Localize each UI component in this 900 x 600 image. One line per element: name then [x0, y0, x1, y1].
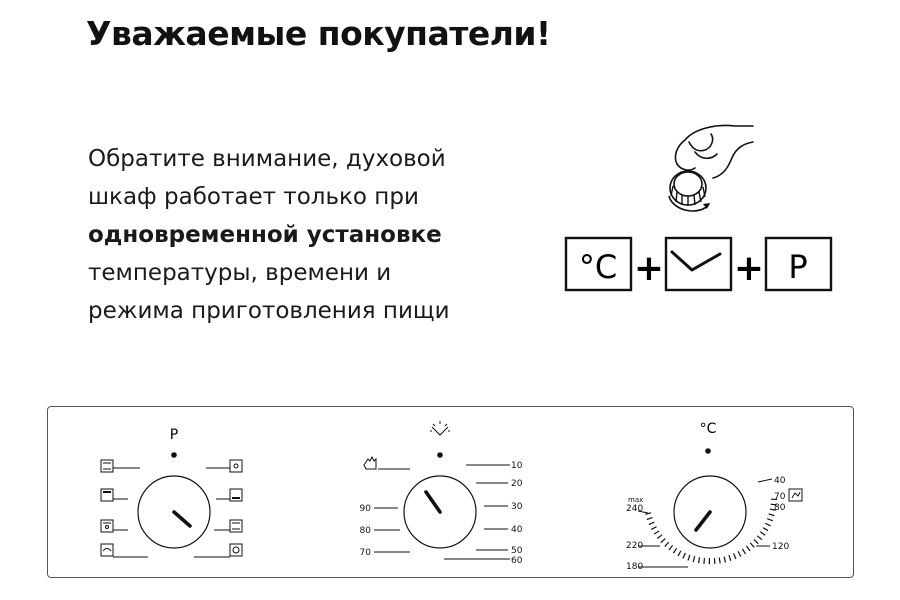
plus-sign-2: + [733, 248, 765, 289]
fan-icon [206, 460, 242, 472]
timer-mark-80: 80 [359, 526, 371, 536]
timer-mark-90: 90 [359, 504, 371, 514]
timer-mark-10: 10 [511, 461, 523, 471]
timer-knob-pointer [426, 492, 440, 512]
notice-line-3-bold: одновременной установке [88, 222, 442, 248]
clock-hands-icon [672, 252, 720, 270]
defrost-icon [789, 489, 802, 501]
timer-mark-20: 20 [511, 479, 523, 489]
temp-mark-240: 240 [626, 504, 644, 514]
top-bottom-heat-icon [101, 460, 140, 472]
settings-formula [560, 230, 840, 300]
timer-box [666, 238, 731, 290]
notice-text [88, 140, 528, 330]
control-panel-drawing [48, 407, 855, 579]
notice-line-4: температуры, времени и [88, 260, 392, 286]
notice-line-1: Обратите внимание, духовой [88, 146, 446, 172]
mode-knob-label: P [169, 427, 179, 443]
timer-mark-40: 40 [511, 525, 523, 535]
temperature-symbol: °C [578, 248, 618, 286]
timer-mark-30: 30 [511, 502, 523, 512]
fan-grill-icon [194, 544, 242, 557]
temp-mark-max: max [628, 496, 644, 504]
notice-line-2: шкаф работает только при [88, 184, 419, 210]
temp-mark-80: 80 [774, 503, 786, 513]
temperature-indicator-dot [705, 448, 711, 454]
temp-mark-120: 120 [772, 542, 790, 552]
grill-icon [214, 520, 242, 532]
bottom-heat-icon [216, 489, 242, 501]
manual-mode-hand-icon [364, 457, 376, 469]
temp-mark-180: 180 [626, 562, 644, 572]
temp-mark-70: 70 [774, 492, 786, 502]
mode-symbol: P [788, 248, 808, 286]
notice-line-5: режима приготовления пищи [88, 298, 450, 324]
mode-knob-pointer [174, 512, 190, 526]
timer-indicator-dot [437, 452, 443, 458]
plus-sign-1: + [633, 248, 665, 289]
mode-indicator-dot [171, 452, 177, 458]
timer-mark-70: 70 [359, 548, 371, 558]
timer-clock-icon [430, 421, 450, 435]
temp-mark-40: 40 [774, 476, 786, 486]
page-title: Уважаемые покупатели! [86, 14, 551, 53]
temperature-knob-label: °C [699, 421, 717, 437]
oven-control-panel [47, 406, 854, 578]
timer-mark-50: 50 [511, 546, 523, 556]
temperature-knob-pointer [696, 512, 710, 530]
timer-mark-60: 60 [511, 556, 523, 566]
top-heat-icon [101, 489, 128, 501]
grill-fan-icon [101, 544, 148, 557]
hand-turning-knob-icon [655, 120, 765, 220]
temp-mark-220: 220 [626, 541, 644, 551]
fan-top-bottom-icon [101, 520, 128, 532]
